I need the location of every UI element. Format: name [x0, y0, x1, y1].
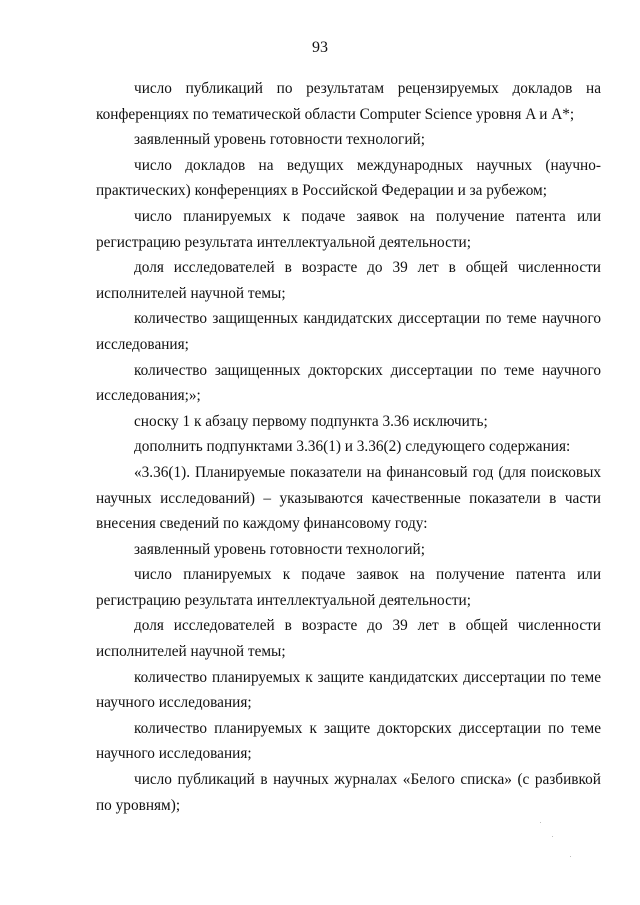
- paragraph-conference-reports: число докладов на ведущих международных научных (научно-практических) конференциях в Российской Федерации и за рубежом;: [96, 156, 601, 200]
- paragraph-technology-readiness-level-2: заявленный уровень готовности технологий;: [134, 540, 425, 558]
- page-number: 93: [312, 39, 328, 56]
- scan-speck: [540, 822, 541, 823]
- scan-speck: [552, 836, 553, 837]
- paragraph-white-list-publications: число публикаций в научных журналах «Белого списка» (с разбивкой по уровням);: [96, 771, 601, 814]
- paragraph-doctoral-dissertations-defended: количество защищенных докторских диссертации по теме научного исследования;»;: [96, 361, 601, 405]
- paragraph-technology-readiness-level: заявленный уровень готовности технологий;: [134, 131, 425, 149]
- paragraph-clause-3-36-1: «3.36(1). Планируемые показатели на финансовый год (для поисковых научных исследований) – указываются качественные показатели в части внесения сведений по каждому финансовому году:: [96, 463, 601, 533]
- paragraph-patent-applications-2: число планируемых к подаче заявок на получение патента или регистрацию результата интеллектуальной деятельности;: [96, 566, 601, 609]
- paragraph-patent-applications: число планируемых к подаче заявок на получение патента или регистрацию результата интеллектуальной деятельности;: [96, 207, 601, 251]
- paragraph-doctoral-dissertations-planned: количество планируемых к защите докторских диссертации по теме научного исследования;: [96, 719, 601, 763]
- paragraph-candidate-dissertations-planned: количество планируемых к защите кандидатских диссертации по теме научного исследования;: [96, 668, 601, 712]
- document-body: [96, 76, 601, 818]
- paragraph-footnote-removal: сноску 1 к абзацу первому подпункта 3.36 исключить;: [134, 412, 488, 430]
- paragraph-computer-science-publications: число публикаций по результатам рецензируемых докладов на конференциях по тематической области Computer Science уровня A и A*;: [96, 80, 601, 123]
- paragraph-young-researchers-share: доля исследователей в возрасте до 39 лет в общей численности исполнителей научной темы;: [96, 259, 601, 302]
- paragraph-candidate-dissertations-defended: количество защищенных кандидатских диссертации по теме научного исследования;: [96, 310, 601, 353]
- paragraph-young-researchers-share-2: доля исследователей в возрасте до 39 лет в общей численности исполнителей научной темы;: [96, 617, 601, 661]
- paragraph-add-subclauses: дополнить подпунктами 3.36(1) и 3.36(2) следующего содержания:: [134, 438, 571, 456]
- scan-speck: [570, 856, 571, 857]
